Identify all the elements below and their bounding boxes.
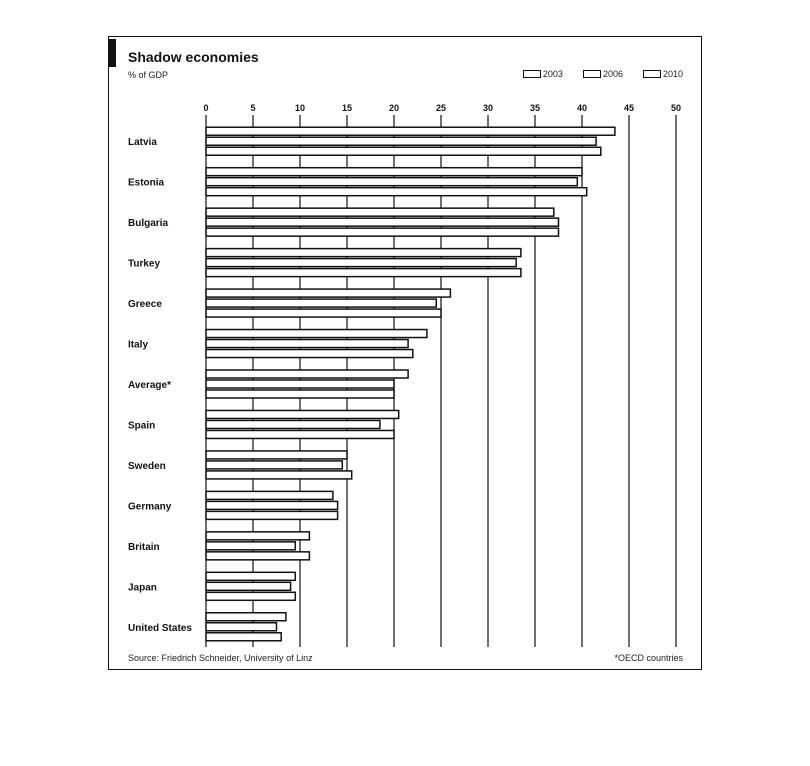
bar xyxy=(206,299,436,307)
chart-subtitle: % of GDP xyxy=(128,70,169,80)
bar xyxy=(206,340,408,348)
x-tick-label: 20 xyxy=(388,103,400,113)
bar xyxy=(206,289,450,297)
bar xyxy=(206,633,281,641)
bar xyxy=(206,228,559,236)
bar xyxy=(206,471,352,479)
bar xyxy=(206,501,338,509)
bar xyxy=(206,259,516,267)
category-label: Sweden xyxy=(128,460,166,472)
bar xyxy=(206,552,309,560)
bar xyxy=(206,461,342,469)
bar xyxy=(206,380,394,388)
legend-label: 2003 xyxy=(542,69,563,79)
x-tick-label: 50 xyxy=(670,103,682,113)
bar xyxy=(206,542,295,550)
bar xyxy=(206,451,347,459)
bar xyxy=(206,127,615,135)
x-tick-label: 35 xyxy=(529,103,541,113)
chart-frame xyxy=(108,36,702,670)
category-label: Greece xyxy=(128,299,162,311)
x-tick-label: 5 xyxy=(250,103,256,113)
bar xyxy=(206,572,295,580)
chart-plot xyxy=(109,37,701,669)
x-tick-label: 25 xyxy=(435,103,447,113)
category-label: Average* xyxy=(128,380,171,391)
bar xyxy=(206,390,394,398)
x-tick-label: 40 xyxy=(576,103,588,113)
category-label: Britain xyxy=(128,541,160,553)
x-tick-label: 45 xyxy=(623,103,635,113)
bar xyxy=(206,370,408,378)
bar xyxy=(206,208,554,216)
bar xyxy=(206,309,441,317)
category-label: Bulgaria xyxy=(128,218,169,230)
x-tick-label: 0 xyxy=(203,103,209,113)
bar xyxy=(206,430,394,438)
x-tick-label: 10 xyxy=(294,103,306,113)
category-label: Germany xyxy=(128,501,172,513)
legend-label: 2010 xyxy=(662,69,683,79)
category-label: Japan xyxy=(128,582,157,594)
bar xyxy=(206,168,582,176)
bar xyxy=(206,420,380,428)
category-label: Latvia xyxy=(128,137,157,149)
category-label: Spain xyxy=(128,420,156,432)
bar xyxy=(206,491,333,499)
chart-title: Shadow economies xyxy=(128,49,259,65)
bar xyxy=(206,269,521,277)
category-label: United States xyxy=(128,622,192,634)
bar xyxy=(206,410,399,418)
legend-label: 2006 xyxy=(602,69,623,79)
bar xyxy=(206,623,277,631)
bar xyxy=(206,178,577,186)
bar xyxy=(206,613,286,621)
x-tick-label: 30 xyxy=(482,103,494,113)
bar xyxy=(206,511,338,519)
x-tick-label: 15 xyxy=(341,103,353,113)
bar xyxy=(206,592,295,600)
bar xyxy=(206,582,291,590)
category-label: Estonia xyxy=(128,177,165,189)
bar xyxy=(206,350,413,358)
bar xyxy=(206,147,601,155)
source-note: Source: Friedrich Schneider, University of Linz xyxy=(128,653,313,663)
bar xyxy=(206,188,587,196)
category-label: Turkey xyxy=(128,258,161,270)
bar xyxy=(206,330,427,338)
bar xyxy=(206,218,559,226)
category-label: Italy xyxy=(128,339,149,351)
bar xyxy=(206,249,521,257)
footnote: *OECD countries xyxy=(614,653,683,663)
bar xyxy=(206,532,309,540)
bar xyxy=(206,137,596,145)
